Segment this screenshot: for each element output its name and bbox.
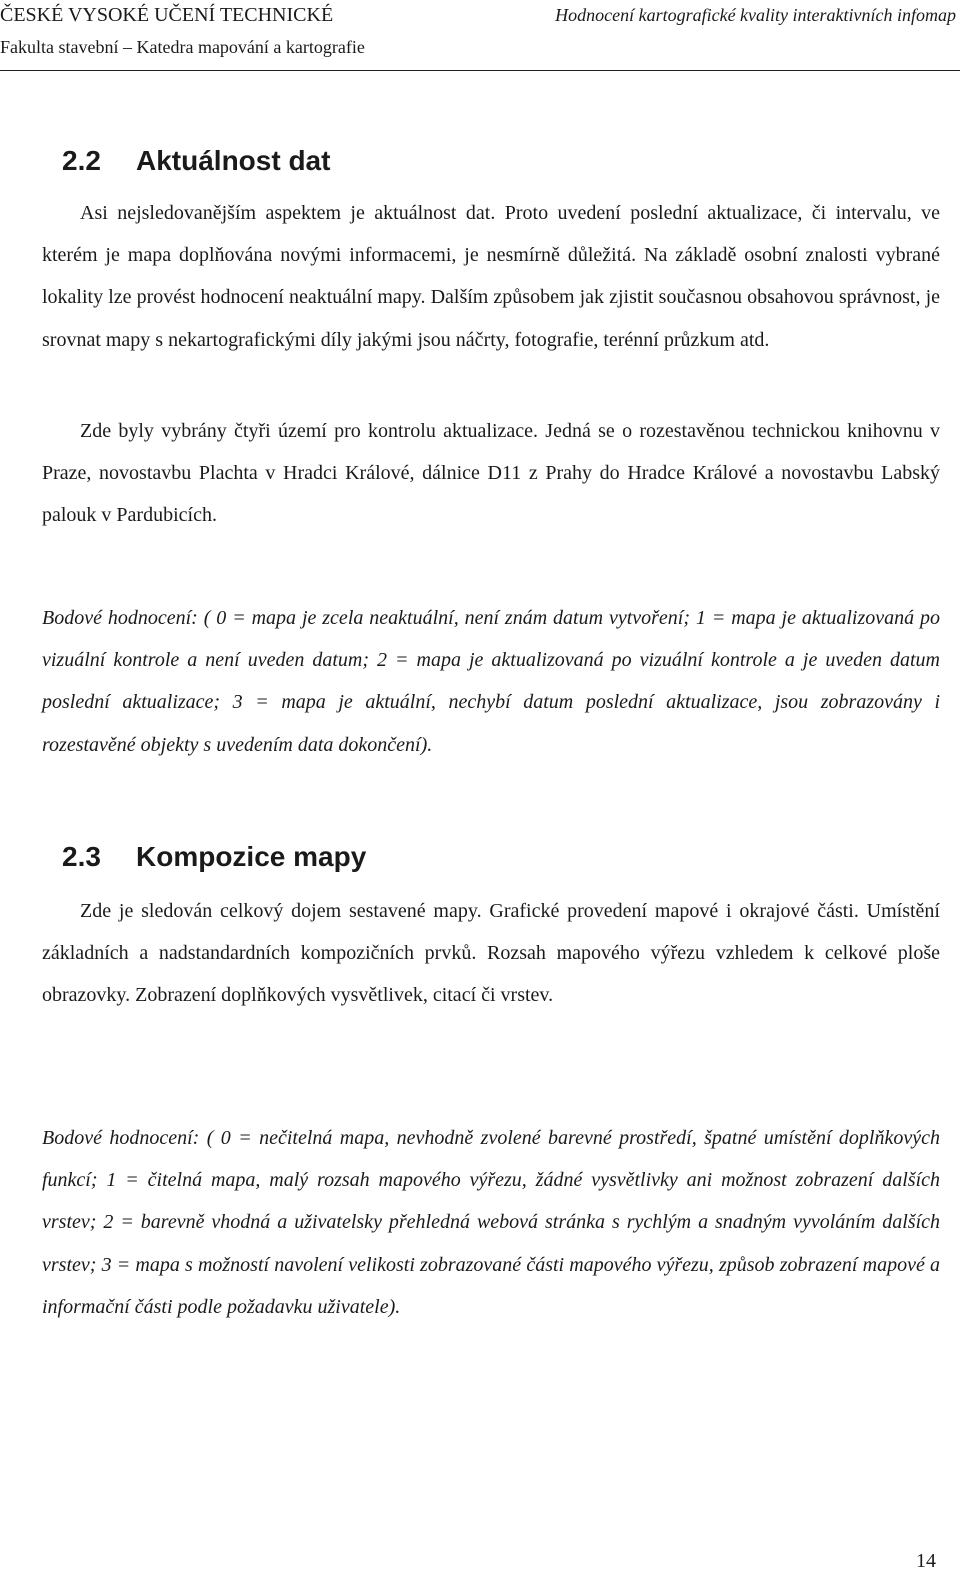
header-divider	[0, 70, 960, 71]
body-paragraph: Zde byly vybrány čtyři území pro kontrolu aktualizace. Jedná se o rozestavěnou technickou knihovnu v Praze, novostavbu Plachta v Hradci Králové, dálnice D11 z Prahy do Hradce Králové a novostavbu Labský palouk v Pardubicích.	[42, 420, 940, 527]
page-number: 14	[916, 1550, 936, 1572]
section-title: Kompozice mapy	[136, 841, 367, 872]
body-paragraph: Zde je sledován celkový dojem sestavené mapy. Grafické provedení mapové i okrajové části. Umístění základních a nadstandardních kompozičních prvků. Rozsah mapového výřezu vzhledem k celkové ploše obrazovky. Zobrazení doplňkových vysvětlivek, citací či vrstev.	[42, 900, 940, 1007]
section-heading-2-3	[62, 840, 366, 874]
section-number: 2.3	[62, 841, 101, 872]
scoring-paragraph: Bodové hodnocení: ( 0 = mapa je zcela neaktuální, není znám datum vytvoření; 1 = mapa je aktualizovaná po vizuální kontrole a není uveden datum; 2 = mapa je aktualizovaná po vizuální kontrole a je uveden datum poslední aktualizace; 3 = mapa je aktuální, nechybí datum poslední aktualizace, jsou zobrazovány i rozestavěné objekty s uvedením data dokončení).	[42, 607, 940, 756]
department-name: Fakulta stavební – Katedra mapování a kartografie	[0, 37, 365, 57]
institution-name: ČESKÉ VYSOKÉ UČENÍ TECHNICKÉ	[0, 4, 334, 26]
section-heading-2-2	[62, 144, 330, 178]
body-paragraph: Asi nejsledovanějším aspektem je aktuálnost dat. Proto uvedení poslední aktualizace, či intervalu, ve kterém je mapa doplňována novými informacemi, je nesmírně důležitá. Na základě osobní znalosti vybrané lokality lze provést hodnocení neaktuální mapy. Dalším způsobem jak zjistit současnou obsahovou správnost, je srovnat mapy s nekartografickými díly jakými jsou náčrty, fotografie, terénní průzkum atd.	[42, 202, 940, 351]
scoring-paragraph: Bodové hodnocení: ( 0 = nečitelná mapa, nevhodně zvolené barevné prostředí, špatné umístění doplňkových funkcí; 1 = čitelná mapa, malý rozsah mapového výřezu, žádné vysvětlivky ani možnost zobrazení dalších vrstev; 2 = barevně vhodná a uživatelsky přehledná webová stránka s rychlým a snadným vyvoláním dalších vrstev; 3 = mapa s možností navolení velikosti zobrazované části mapového výřezu, způsob zobrazení mapové a informační části podle požadavku uživatele).	[42, 1127, 940, 1318]
page-header	[0, 0, 960, 72]
section-number: 2.2	[62, 145, 101, 176]
header-top-row	[0, 2, 960, 28]
section-title: Aktuálnost dat	[136, 145, 331, 176]
thesis-title: Hodnocení kartografické kvality interaktivních infomap	[555, 5, 956, 25]
